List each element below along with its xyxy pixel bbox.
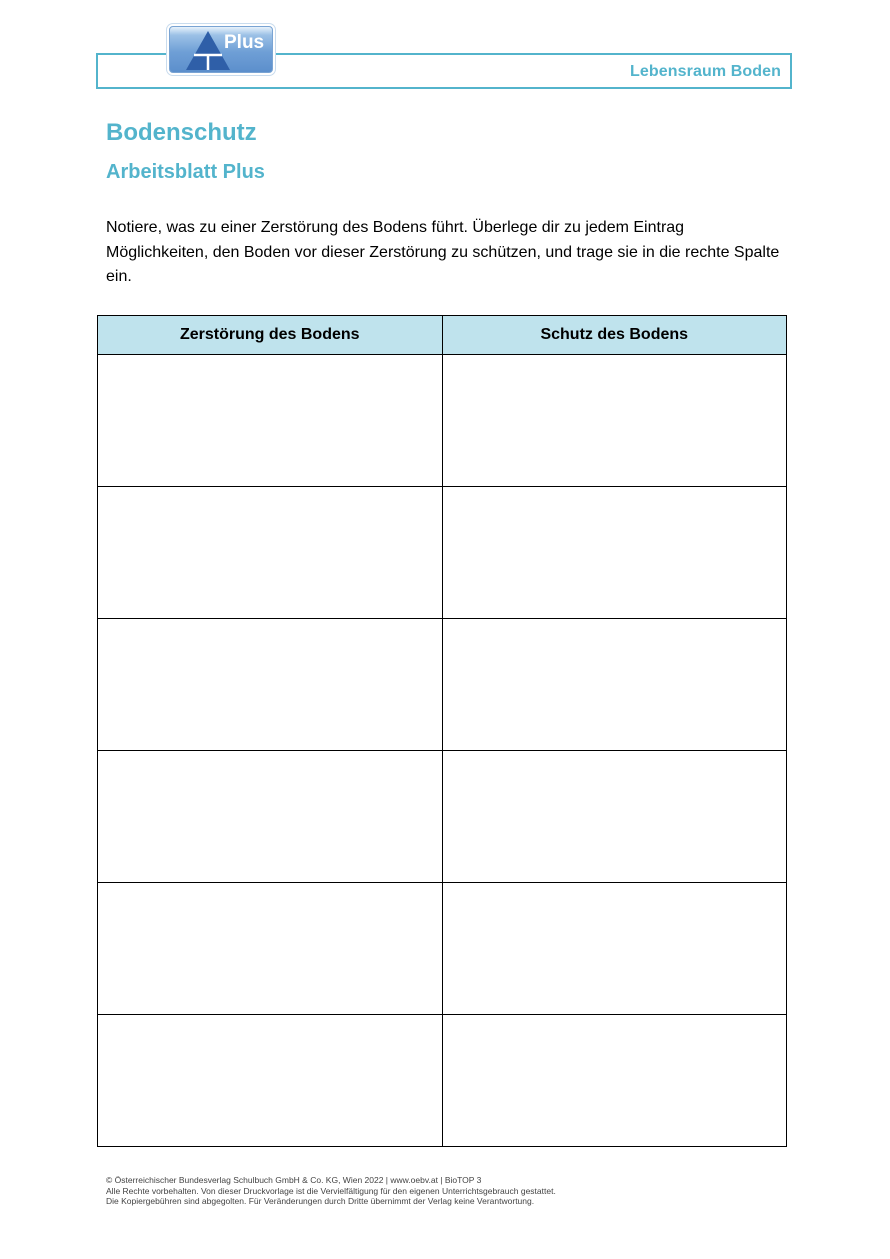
- worksheet-table: [97, 315, 787, 1147]
- answer-cell-destruction[interactable]: [98, 355, 443, 487]
- table-row: [98, 1015, 787, 1147]
- answer-cell-destruction[interactable]: [98, 487, 443, 619]
- answer-cell-protection[interactable]: [442, 619, 787, 751]
- brand-logo: [169, 26, 273, 73]
- footer-line-2: Alle Rechte vorbehalten. Von dieser Druckvorlage ist die Vervielfältigung für den eigenen Unterrichtsgebrauch gestattet.: [106, 1185, 556, 1196]
- table-row: [98, 619, 787, 751]
- answer-cell-protection[interactable]: [442, 355, 787, 487]
- instructions-text: Notiere, was zu einer Zerstörung des Bodens führt. Überlege dir zu jedem Eintrag Möglichkeiten, den Boden vor dieser Zerstörung zu schützen, und trage sie in die rechte Spalte ein.: [106, 219, 780, 285]
- page-subtitle: Arbeitsblatt Plus: [106, 161, 265, 183]
- answer-cell-protection[interactable]: [442, 883, 787, 1015]
- answer-cell-destruction[interactable]: [98, 619, 443, 751]
- answer-cell-protection[interactable]: [442, 751, 787, 883]
- table-header-row: [98, 316, 787, 355]
- answer-cell-destruction[interactable]: [98, 751, 443, 883]
- table-row: [98, 355, 787, 487]
- footer-line-1: © Österreichischer Bundesverlag Schulbuch GmbH & Co. KG, Wien 2022 | www.oebv.at | BioTOP 3: [106, 1175, 482, 1185]
- logo-plus-text: Plus: [224, 32, 265, 53]
- header-section-title: Lebensraum Boden: [630, 63, 781, 80]
- page-title: Bodenschutz: [106, 119, 257, 146]
- column-header-destruction: Zerstörung des Bodens: [98, 316, 443, 355]
- copyright-footer: [106, 1175, 556, 1207]
- table-row: [98, 883, 787, 1015]
- footer-line-3: Die Kopiergebühren sind abgegolten. Für Veränderungen durch Dritte übernimmt der Verlag keine Verantwortung.: [106, 1196, 535, 1206]
- table-row: [98, 487, 787, 619]
- answer-cell-protection[interactable]: [442, 1015, 787, 1147]
- answer-cell-destruction[interactable]: [98, 883, 443, 1015]
- table-row: [98, 751, 787, 883]
- column-header-protection: Schutz des Bodens: [442, 316, 787, 355]
- answer-cell-destruction[interactable]: [98, 1015, 443, 1147]
- answer-cell-protection[interactable]: [442, 487, 787, 619]
